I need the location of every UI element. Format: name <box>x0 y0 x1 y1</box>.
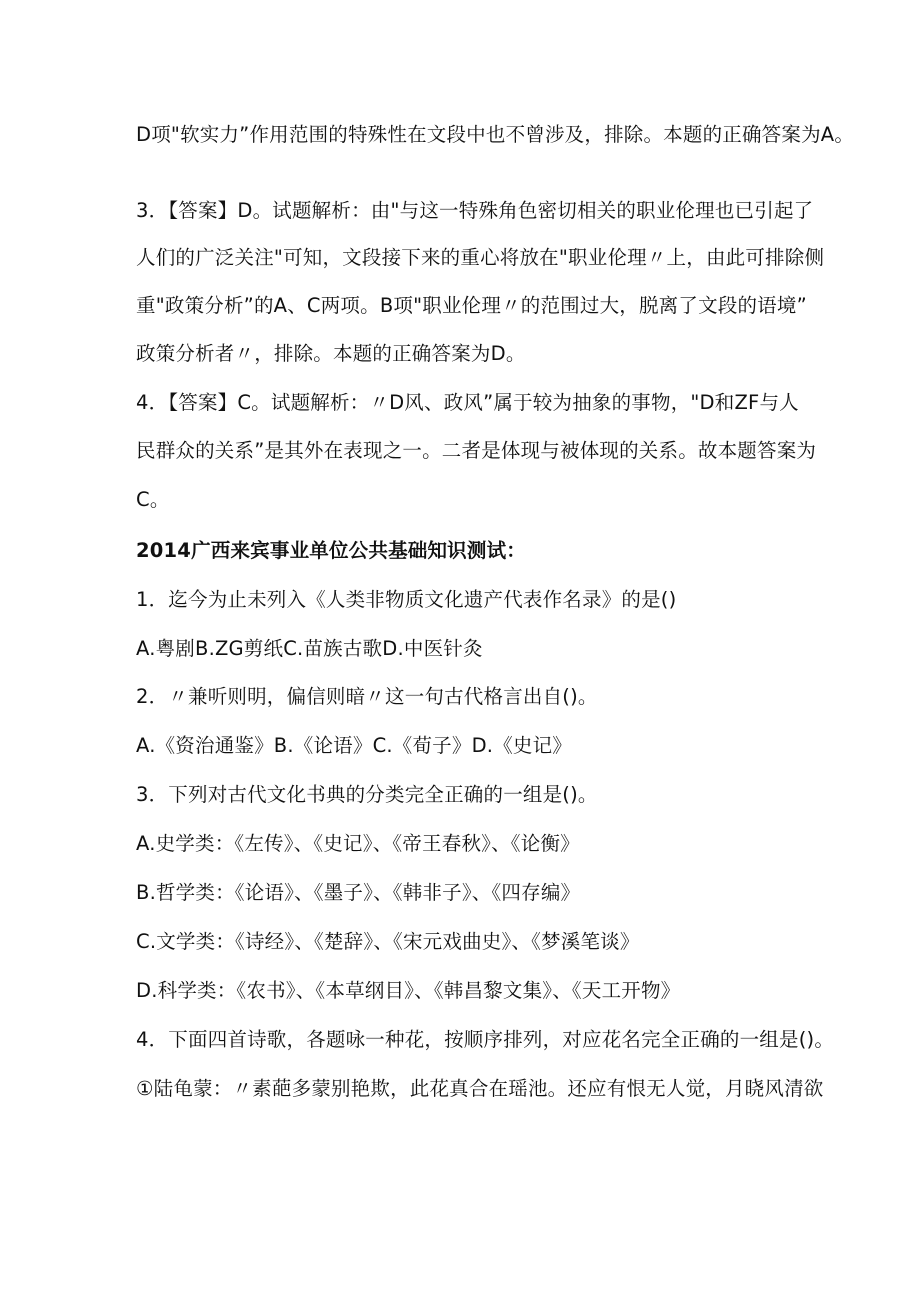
paragraph-line-4: 重"政策分析”的A、C两项。B项"职业伦理〃的范围过大，脱离了文段的语境” <box>136 294 807 317</box>
question-line-4: A.《资治通鉴》B.《论语》C.《荀子》D.《史记》 <box>136 734 572 757</box>
paragraph-line-2: 3．【答案】D。试题解析：由"与这一特殊角色密切相关的职业伦理也已引起了 <box>136 199 814 222</box>
question-line-2: A.粤剧B.ZG剪纸C.苗族古歌D.中医针灸 <box>136 637 483 660</box>
paragraph-line-3: 人们的广泛关注"可知，文段接下来的重心将放在"职业伦理〃上，由此可排除侧 <box>136 246 825 269</box>
paragraph-line-8: C。 <box>136 488 170 511</box>
paragraph-line-7: 民群众的关系”是其外在表现之一。二者是体现与被体现的关系。故本题答案为 <box>136 439 817 462</box>
section-title: 2014广西来宾事业单位公共基础知识测试： <box>136 539 526 562</box>
question-line-1: 1．迄今为止未列入《人类非物质文化遗产代表作名录》的是() <box>136 588 677 611</box>
paragraph-line-6: 4．【答案】C。试题解析：〃D风、政风”属于较为抽象的事物，"D和ZF与人 <box>136 391 799 414</box>
question-line-9: D.科学类：《农书》、《本草纲目》、《韩昌黎文集》、《天工开物》 <box>136 979 681 1002</box>
paragraph-line-5: 政策分析者〃，排除。本题的正确答案为D。 <box>136 342 526 365</box>
question-line-11: ①陆龟蒙：〃素葩多蒙别艳欺，此花真合在瑶池。还应有恨无人觉，月晓风清欲 <box>136 1077 824 1100</box>
question-line-5: 3．下列对古代文化书典的分类完全正确的一组是()。 <box>136 783 598 806</box>
question-line-8: C.文学类：《诗经》、《楚辞》、《宋元戏曲史》、《梦溪笔谈》 <box>136 930 640 953</box>
question-line-3: 2．〃兼听则明，偏信则暗〃这一句古代格言出自()。 <box>136 685 598 708</box>
question-line-10: 4．下面四首诗歌，各题咏一种花，按顺序排列，对应花名完全正确的一组是()。 <box>136 1028 835 1051</box>
paragraph-line-1: D项"软实力”作用范围的特殊性在文段中也不曾涉及，排除。本题的正确答案为A。 <box>136 123 855 146</box>
question-line-7: B.哲学类：《论语》、《墨子》、《韩非子》、《四存编》 <box>136 881 581 904</box>
question-line-6: A.史学类：《左传》、《史记》、《帝王春秋》、《论衡》 <box>136 832 580 855</box>
